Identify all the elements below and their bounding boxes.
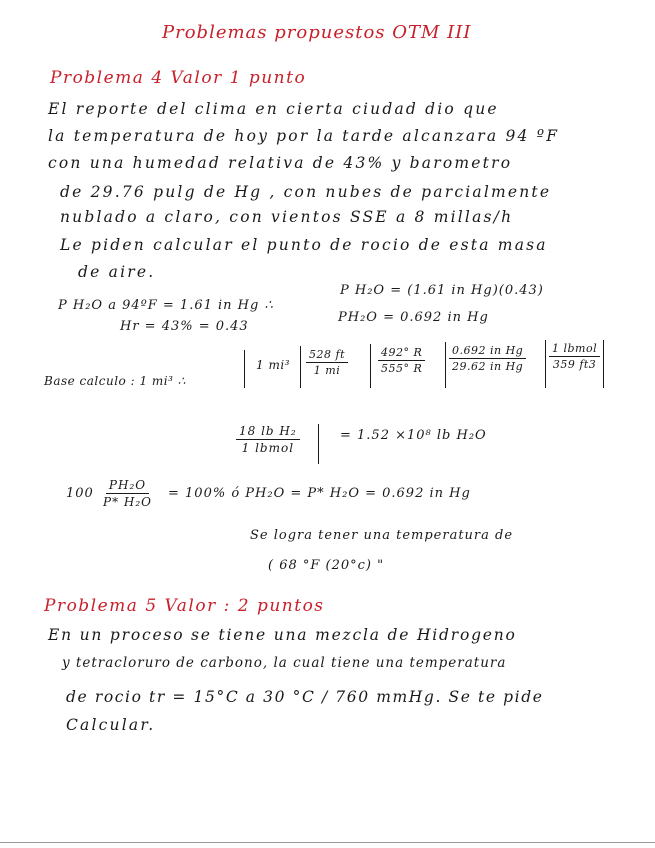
- problem-4-line-2: la temperatura de hoy por la tarde alcanzara 94 ºF: [48, 127, 560, 145]
- dew-point-fraction: [100, 478, 155, 509]
- problem-5-line-1: En un proceso se tiene una mezcla de Hidrogeno: [48, 626, 517, 644]
- conversion-fraction-4-den: 359 ft3: [552, 358, 597, 371]
- problem-4-heading: Problema 4 Valor 1 punto: [50, 68, 307, 88]
- partial-pressure-result: PH₂O = 0.692 in Hg: [338, 310, 489, 325]
- problem-4-line-4: de 29.76 pulg de Hg , con nubes de parcialmente: [60, 183, 552, 201]
- conversion-fraction-2: [378, 346, 425, 375]
- conversion-bar-5: [545, 340, 546, 388]
- conversion-fraction-5-num: 18 lb H₂: [236, 424, 300, 440]
- problem-4-line-1: El reporte del clima en cierta ciudad dio que: [48, 100, 499, 118]
- conclusion-line-2: ( 68 °F (20°c) ": [268, 558, 385, 573]
- page-title: Problemas propuestos OTM III: [162, 22, 472, 43]
- page-bottom-rule: [0, 842, 655, 843]
- conversion-fraction-4-num: 1 lbmol: [549, 342, 600, 357]
- dew-point-fraction-den: P* H₂O: [103, 495, 153, 509]
- problem-4-line-5: nublado a claro, con vientos SSE a 8 millas/h: [60, 208, 514, 226]
- conversion-fraction-1-den: 1 mi: [313, 364, 341, 377]
- conclusion-line-1: Se logra tener una temperatura de: [250, 528, 514, 543]
- problem-4-line-6: Le piden calcular el punto de rocio de esta masa: [60, 236, 548, 254]
- relative-humidity-value: Hr = 43% = 0.43: [120, 319, 249, 334]
- conversion-fraction-5: [236, 424, 300, 455]
- mass-result: = 1.52 ×10⁸ lb H₂O: [340, 428, 487, 443]
- problem-5-heading: Problema 5 Valor : 2 puntos: [44, 596, 325, 616]
- conversion-fraction-4: [549, 342, 600, 371]
- conversion-bar-4: [445, 342, 446, 388]
- partial-pressure-formula: P H₂O = (1.61 in Hg)(0.43): [340, 283, 544, 298]
- conversion-fraction-3-num: 0.692 in Hg: [449, 344, 526, 359]
- conversion-bar-7: [318, 424, 319, 464]
- conversion-fraction-5-den: 1 lbmol: [241, 441, 295, 455]
- calculation-base-label: Base calculo : 1 mi³ ∴: [44, 374, 186, 388]
- conversion-fraction-1-num: 528 ft: [306, 348, 348, 363]
- problem-5-line-3: de rocio tr = 15°C a 30 °C / 760 mmHg. Se te pide: [66, 688, 544, 706]
- conversion-bar-3: [370, 344, 371, 388]
- conversion-fraction-1: [306, 348, 348, 377]
- problem-4-line-7: de aire.: [78, 263, 156, 281]
- problem-5-line-2: y tetracloruro de carbono, la cual tiene una temperatura: [62, 655, 507, 671]
- conversion-bar-1: [244, 350, 245, 388]
- conversion-bar-6: [603, 340, 604, 388]
- base-volume: 1 mi³: [256, 358, 290, 372]
- dew-point-fraction-num: PH₂O: [106, 478, 149, 494]
- problem-4-line-3: con una humedad relativa de 43% y barometro: [48, 154, 513, 172]
- conversion-fraction-3-den: 29.62 in Hg: [452, 360, 524, 373]
- conversion-fraction-3: [449, 344, 526, 373]
- conversion-bar-2: [300, 346, 301, 388]
- conversion-fraction-2-num: 492° R: [378, 346, 425, 361]
- vapor-pressure-lookup: P H₂O a 94ºF = 1.61 in Hg ∴: [58, 298, 274, 313]
- dew-point-condition: = 100% ó PH₂O = P* H₂O = 0.692 in Hg: [168, 486, 471, 501]
- dew-point-factor: 100: [66, 486, 94, 501]
- conversion-fraction-2-den: 555° R: [381, 362, 423, 375]
- problem-5-line-4: Calcular.: [66, 716, 156, 734]
